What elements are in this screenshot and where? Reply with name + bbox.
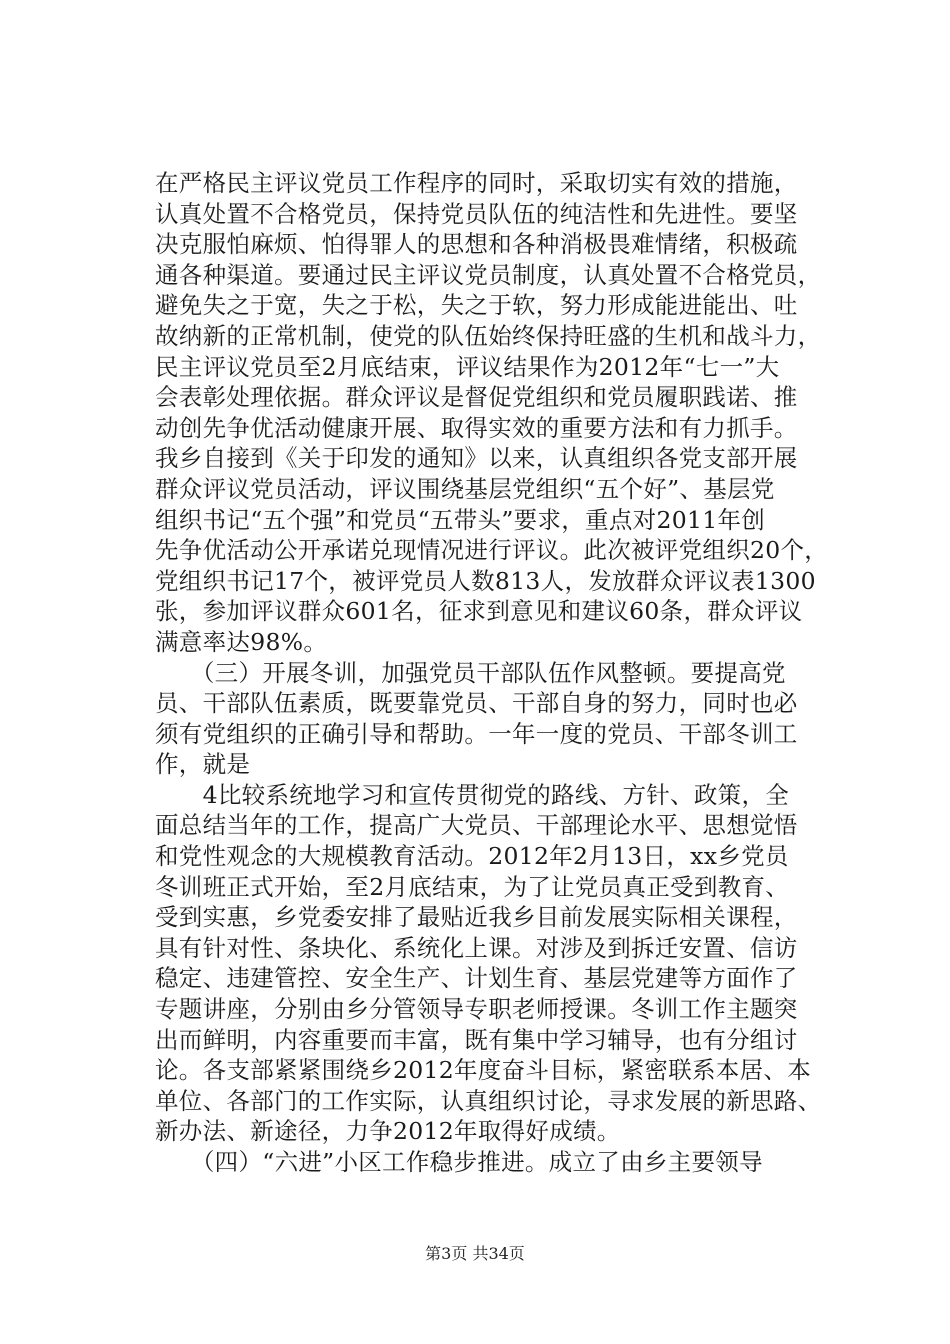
text-line: 民主评议党员至2月底结束，评议结果作为2012年“七一”大 <box>155 352 780 381</box>
text-line: 出而鲜明，内容重要而丰富，既有集中学习辅导，也有分组讨 <box>155 1025 798 1054</box>
text-line: 满意率达98%。 <box>155 627 328 656</box>
text-line: 面总结当年的工作，提高广大党员、干部理论水平、思想觉悟 <box>155 811 798 840</box>
body-text <box>155 168 835 1178</box>
text-line: 认真处置不合格党员，保持党员队伍的纯洁性和先进性。要坚 <box>155 199 798 228</box>
text-line: 须有党组织的正确引导和帮助。一年一度的党员、干部冬训工 <box>155 719 798 748</box>
text-line: 决克服怕麻烦、怕得罪人的思想和各种消极畏难情绪，积极疏 <box>155 230 798 259</box>
text-line: 专题讲座，分别由乡分管领导专职老师授课。冬训工作主题突 <box>155 995 798 1024</box>
text-line: 具有针对性、条块化、系统化上课。对涉及到拆迁安置、信访 <box>155 933 798 962</box>
text-line: 会表彰处理依据。群众评议是督促党组织和党员履职践诺、推 <box>155 383 798 412</box>
text-line: 在严格民主评议党员工作程序的同时，采取切实有效的措施， <box>155 169 798 197</box>
text-line: （四）“六进”小区工作稳步推进。成立了由乡主要领导 <box>155 1148 763 1176</box>
text-line: 我乡自接到《关于印发的通知》以来，认真组织各党支部开展 <box>155 444 798 473</box>
text-line: 组织书记“五个强”和党员“五带头”要求，重点对2011年创 <box>155 505 766 534</box>
page-footer: 第3页 共34页 <box>425 1244 525 1263</box>
text-line: 作，就是 <box>155 750 251 779</box>
text-line: 4比较系统地学习和宣传贯彻党的路线、方针、政策，全 <box>155 780 790 809</box>
text-line: （三）开展冬训，加强党员干部队伍作风整顿。要提高党 <box>155 658 786 687</box>
text-line: 受到实惠，乡党委安排了最贴近我乡目前发展实际相关课程， <box>155 903 798 932</box>
text-line: 群众评议党员活动，评议围绕基层党组织“五个好”、基层党 <box>155 474 775 503</box>
text-line: 员、干部队伍素质，既要靠党员、干部自身的努力，同时也必 <box>155 689 798 718</box>
text-line: 稳定、违建管控、安全生产、计划生育、基层党建等方面作了 <box>155 964 798 993</box>
text-line: 和党性观念的大规模教育活动。2012年2月13日，xx乡党员 <box>155 842 789 871</box>
text-line: 论。各支部紧紧围绕乡2012年度奋斗目标，紧密联系本居、本 <box>155 1056 812 1085</box>
text-line: 单位、各部门的工作实际，认真组织讨论，寻求发展的新思路、 <box>155 1086 822 1115</box>
text-line: 党组织书记17个，被评党员人数813人，发放群众评议表1300 <box>155 566 816 595</box>
text-line: 新办法、新途径，力争2012年取得好成绩。 <box>155 1117 621 1146</box>
text-line: 动创先争优活动健康开展、取得实效的重要方法和有力抓手。 <box>155 413 798 442</box>
text-line: 通各种渠道。要通过民主评议党员制度，认真处置不合格党员， <box>155 260 822 289</box>
text-line: 先争优活动公开承诺兑现情况进行评议。此次被评党组织20个， <box>155 536 829 565</box>
text-line: 避免失之于宽，失之于松，失之于软，努力形成能进能出、吐 <box>155 291 798 320</box>
text-line: 张，参加评议群众601名，征求到意见和建议60条，群众评议 <box>155 597 803 626</box>
text-line: 冬训班正式开始，至2月底结束，为了让党员真正受到教育、 <box>155 872 790 901</box>
text-line: 故纳新的正常机制，使党的队伍始终保持旺盛的生机和战斗力， <box>155 321 822 350</box>
